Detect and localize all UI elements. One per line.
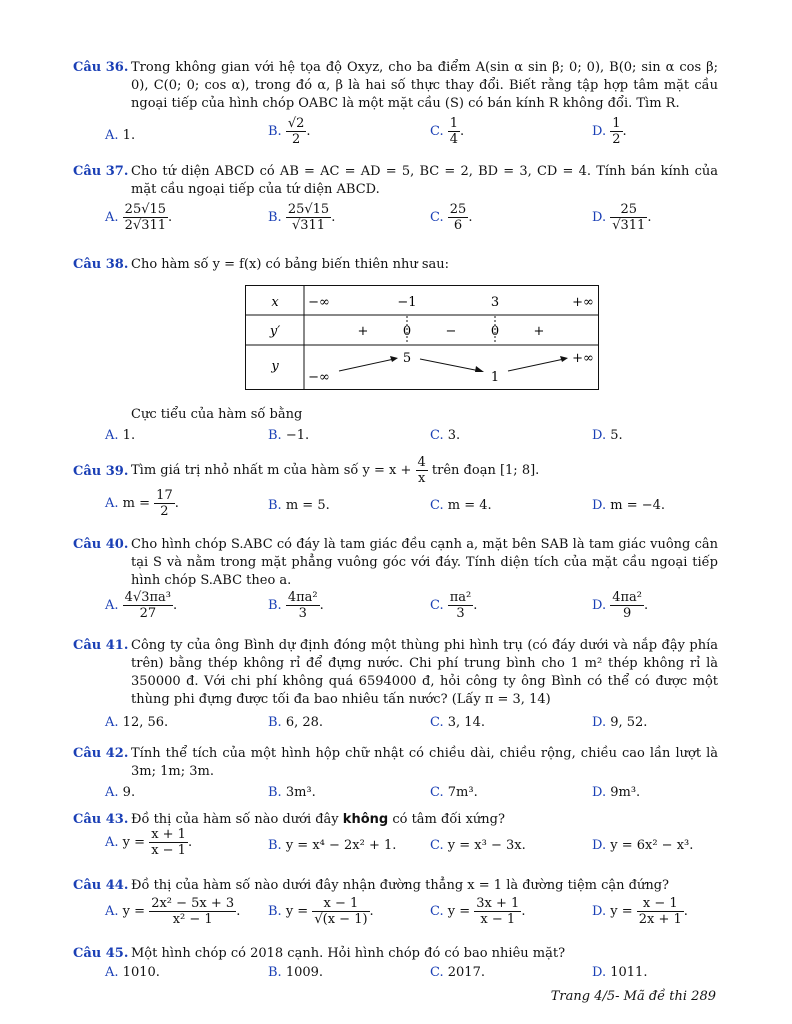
- answer-d[interactable]: D. y = 6x² − x³.: [592, 838, 694, 853]
- answer-b[interactable]: B. m = 5.: [268, 498, 330, 513]
- question-number: Câu 45.: [73, 946, 129, 961]
- answer-a[interactable]: A. $\frac{\text{4√3πa³}}{27}$ .: [105, 590, 178, 621]
- question-stem: Cho hàm số y = f(x) có bảng biến thiên như sau:: [131, 257, 450, 272]
- fraction: $\frac{1}{2}$: [612, 116, 621, 147]
- answer-a[interactable]: A. 1.: [105, 128, 136, 143]
- question-number: Câu 44.: [73, 878, 129, 893]
- answer-d[interactable]: D. 5.: [592, 428, 623, 443]
- fraction: $\frac{x - 1}{2x + 1}$: [638, 896, 682, 927]
- fraction: $\frac{x + 1}{x - 1}$: [151, 827, 186, 858]
- answer-b[interactable]: B. 3m³.: [268, 785, 316, 800]
- y-value: −∞: [308, 370, 330, 385]
- fraction: $\frac{x - 1}{√(x - 1)}$: [314, 896, 368, 927]
- variation-table: [245, 285, 599, 390]
- arrow-up: [339, 359, 394, 371]
- question-number: Câu 36.: [73, 60, 129, 75]
- page-footer: Trang 4/5- Mã đề thi 289: [550, 989, 716, 1004]
- answer-d[interactable]: D. $\frac{25}{√311}$ .: [592, 202, 652, 233]
- fraction: $\frac{25√15}{2√311}$: [124, 202, 167, 233]
- question-38: [73, 256, 718, 276]
- question-45: [73, 945, 718, 965]
- sign: +: [357, 324, 369, 339]
- answer-a[interactable]: A. 12, 56.: [105, 715, 169, 730]
- answer-c[interactable]: C. $\frac{1}{4}$ .: [430, 116, 465, 147]
- fraction: $\frac{\text{4πa²}}{3}$: [287, 590, 318, 621]
- fraction: $\frac{1}{4}$: [449, 116, 459, 147]
- answer-a[interactable]: A. $\frac{25√15}{2√311}$ .: [105, 202, 173, 233]
- answer-c[interactable]: C. 2017.: [430, 965, 485, 980]
- variation-table-svg: [246, 286, 598, 389]
- answer-a[interactable]: A. 1.: [105, 428, 136, 443]
- question-number: Câu 38.: [73, 257, 129, 272]
- answer-c[interactable]: C. 7m³.: [430, 785, 478, 800]
- question-number: Câu 39.: [73, 464, 129, 479]
- fraction: $\frac{17}{2}$: [156, 488, 173, 519]
- answer-d[interactable]: D. m = −4.: [592, 498, 666, 513]
- answer-b[interactable]: B. 6, 28.: [268, 715, 324, 730]
- question-37: [73, 163, 718, 203]
- question-stem: Trong không gian với hệ tọa độ Oxyz, cho ba điểm A(sin α sin β; 0; 0), B(0; sin α cos β; 0), C(0; 0; cos α), trong đó α, β là hai số thực thay đổi. Biết rằng tập hợp tâm mặt cầu ngoại tiếp của hình chóp OABC là một mặt cầu (S) có bán kính R không đổi. Tìm R.: [131, 60, 718, 111]
- y-value: 5: [402, 351, 412, 366]
- answer-b[interactable]: B. $\frac{25√15}{√311}$ .: [268, 202, 336, 233]
- sign: 0: [402, 324, 412, 339]
- answer-b[interactable]: B. $\frac{√2}{2}$ .: [268, 116, 311, 147]
- fraction: $\frac{\text{πa²}}{3}$: [449, 590, 472, 621]
- question-number: Câu 37.: [73, 164, 129, 179]
- fraction: $\frac{25√15}{√311}$: [287, 202, 330, 233]
- answer-a[interactable]: A. 9.: [105, 785, 136, 800]
- answer-a[interactable]: A. m = $\frac{17}{2}$ .: [105, 488, 179, 519]
- question-stem: Đồ thị của hàm số nào dưới đây nhận đường thẳng x = 1 là đường tiệm cận đứng?: [131, 878, 670, 893]
- answer-c[interactable]: C. 3, 14.: [430, 715, 485, 730]
- question-42: [73, 745, 718, 783]
- question-number: Câu 40.: [73, 537, 129, 552]
- answer-b[interactable]: B. y = $\frac{x - 1}{√(x - 1)}$ .: [268, 896, 374, 927]
- fraction: $\frac{\text{4√3πa³}}{27}$: [124, 590, 172, 621]
- x-value: 3: [490, 295, 500, 310]
- fraction: $\frac{\text{2x² − 5x + 3}}{\text{x² − 1}}$: [151, 896, 235, 927]
- answer-c[interactable]: C. $\frac{\text{πa²}}{3}$ .: [430, 590, 478, 621]
- x-value: −1: [397, 295, 417, 310]
- answer-c[interactable]: C. $\frac{25}{6}$ .: [430, 202, 473, 233]
- table-row-y: y: [271, 359, 279, 374]
- arrowhead: [390, 356, 398, 362]
- question-number: Câu 42.: [73, 746, 129, 761]
- arrowhead: [475, 366, 484, 372]
- fraction: $\frac{√2}{2}$: [287, 116, 305, 147]
- answer-c[interactable]: C. 3.: [430, 428, 461, 443]
- question-44: [73, 877, 718, 897]
- fraction: $\frac{3x + 1}{x - 1}$: [476, 896, 520, 927]
- answer-d[interactable]: D. 9m³.: [592, 785, 641, 800]
- arrowhead: [560, 356, 568, 362]
- question-number: Câu 41.: [73, 638, 129, 653]
- emphasis: không: [342, 812, 389, 827]
- answer-c[interactable]: C. y = $\frac{3x + 1}{x - 1}$ .: [430, 896, 526, 927]
- arrow-down: [420, 359, 480, 371]
- answer-d[interactable]: D. 9, 52.: [592, 715, 648, 730]
- sign: 0: [490, 324, 500, 339]
- answer-c[interactable]: C. y = x³ − 3x.: [430, 838, 526, 853]
- question-number: Câu 43.: [73, 812, 129, 827]
- y-value: +∞: [572, 351, 594, 366]
- answer-b[interactable]: B. −1.: [268, 428, 310, 443]
- arrow-up: [508, 359, 564, 371]
- answer-b[interactable]: B. y = x⁴ − 2x² + 1.: [268, 838, 397, 853]
- answer-d[interactable]: D. $\frac{\text{4πa²}}{9}$ .: [592, 590, 649, 621]
- x-value: −∞: [308, 295, 330, 310]
- question-stem: Cho hình chóp S.ABC có đáy là tam giác đều cạnh a, mặt bên SAB là tam giác vuông cân tại S và nằm trong mặt phẳng vuông góc với đáy. Tính diện tích của mặt cầu ngoại tiếp hình chóp S.ABC theo a.: [131, 537, 718, 588]
- sign: +: [533, 324, 545, 339]
- question-39: [73, 455, 718, 489]
- question-stem: Tìm giá trị nhỏ nhất m của hàm số y = x + $\frac{4}{x}$ trên đoạn [1; 8].: [131, 455, 540, 486]
- answer-c[interactable]: C. m = 4.: [430, 498, 492, 513]
- table-row-x: x: [271, 295, 279, 310]
- answer-d[interactable]: D. $\frac{1}{2}$ .: [592, 116, 627, 147]
- question-stem: Cực tiểu của hàm số bằng: [131, 407, 303, 422]
- answer-b[interactable]: B. $\frac{\text{4πa²}}{3}$ .: [268, 590, 324, 621]
- question-41: [73, 637, 718, 713]
- answer-d[interactable]: D. 1011.: [592, 965, 648, 980]
- question-38-followup: [73, 406, 718, 426]
- answer-b[interactable]: B. 1009.: [268, 965, 324, 980]
- answer-a[interactable]: A. y = $\frac{\text{2x² − 5x + 3}}{\text{x² − 1}}$ .: [105, 896, 241, 927]
- answer-a[interactable]: A. 1010.: [105, 965, 160, 980]
- question-stem: Công ty của ông Bình dự định đóng một thùng phi hình trụ (có đáy dưới và nắp đậy phía trên) bằng thép không rỉ để đựng nước. Chi phí trung bình cho 1 m² thép không rỉ là 350000 đ. Với chi phí không quá 6594000 đ, hỏi công ty ông Bình có thể có được một thùng phi đựng được tối đa bao nhiêu tấn nước? (Lấy π = 3, 14): [131, 638, 718, 707]
- answer-d[interactable]: D. y = $\frac{x - 1}{2x + 1}$ .: [592, 896, 688, 927]
- question-stem: Đồ thị của hàm số nào dưới đây không có tâm đối xứng?: [131, 812, 505, 827]
- x-value: +∞: [572, 295, 594, 310]
- table-row-yprime: y′: [269, 324, 281, 339]
- question-stem: Một hình chóp có 2018 cạnh. Hỏi hình chóp đó có bao nhiêu mặt?: [131, 946, 566, 961]
- y-value: 1: [490, 370, 500, 385]
- question-40: [73, 536, 718, 592]
- fraction: $\frac{\text{4πa²}}{9}$: [612, 590, 643, 621]
- question-stem: Tính thể tích của một hình hộp chữ nhật có chiều dài, chiều rộng, chiều cao lần lượt là 3m; 1m; 3m.: [131, 746, 718, 779]
- question-stem: Cho tứ diện ABCD có AB = AC = AD = 5, BC = 2, BD = 3, CD = 4. Tính bán kính của mặt cầu ngoại tiếp của tứ diện ABCD.: [131, 164, 718, 197]
- fraction: $\frac{25}{6}$: [449, 202, 467, 233]
- answer-a[interactable]: A. y = $\frac{x + 1}{x - 1}$ .: [105, 827, 193, 858]
- fraction: $\frac{25}{√311}$: [612, 202, 646, 233]
- sign: −: [445, 324, 457, 339]
